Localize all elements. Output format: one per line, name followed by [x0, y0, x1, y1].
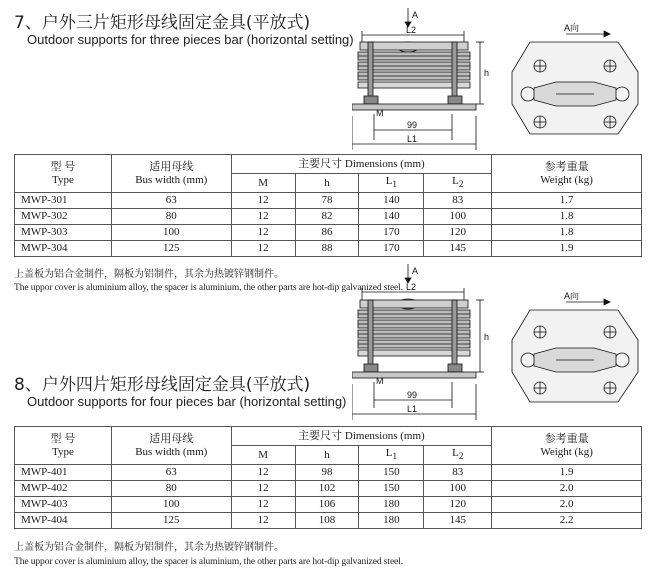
th-bus-width: 适用母线 Bus width (mm) — [111, 427, 231, 465]
s7-label-99: 99 — [407, 120, 418, 130]
section-8-front-drawing — [352, 262, 502, 422]
s8-label-m: M — [376, 376, 384, 386]
s7-label-h: h — [484, 68, 490, 78]
s7-label-l2: L2 — [406, 25, 417, 35]
th-l2: $L_2$ — [424, 446, 492, 465]
s8-label-99: 99 — [407, 390, 418, 400]
th-h: h — [295, 174, 359, 193]
s8-label-l1: L1 — [407, 404, 418, 414]
section-7-note-cn: 上盖板为铝合金制件，隔板为铝制件，其余为热镀锌钢制件。 — [14, 269, 284, 280]
th-weight: 参考重量 Weight (kg) — [492, 427, 642, 465]
s7-label-l1: L1 — [407, 134, 418, 144]
th-l1: $L_1$ — [359, 174, 424, 193]
section-8-note-cn: 上盖板为铝合金制件，隔板为铝制件，其余为热镀锌钢制件。 — [14, 542, 284, 553]
th-l2: $L_2$ — [424, 174, 492, 193]
table-row: MWP-403 100 12 106 180 120 2.0 — [15, 497, 642, 513]
s8-label-a: A — [412, 266, 419, 276]
s8-label-h: h — [484, 332, 490, 342]
s7-label-a-view: A向 — [564, 23, 580, 33]
th-h: h — [295, 446, 359, 465]
table-row: MWP-301 63 12 78 140 83 1.7 — [15, 193, 642, 209]
th-dimensions: 主要尺寸 Dimensions (mm) — [231, 155, 492, 174]
section-8-title-en: Outdoor supports for four pieces bar (horizontal setting) — [27, 394, 347, 409]
section-8-title-cn: 8、户外四片矩形母线固定金具(平放式) — [14, 375, 311, 395]
s7-label-m: M — [376, 108, 384, 118]
th-bus-width: 适用母线 Bus width (mm) — [111, 155, 231, 193]
section-7-note-en: The uppor cover is aluminium alloy, the spacer is aluminium, the other parts are hot-dip galvanized steel. — [14, 283, 403, 293]
s8-label-a-view: A向 — [564, 292, 580, 301]
table-row: MWP-303 100 12 86 170 120 1.8 — [15, 225, 642, 241]
th-type: 型 号 Type — [15, 155, 112, 193]
section-7-title-en: Outdoor supports for three pieces bar (horizontal setting) — [27, 32, 354, 47]
s8-label-l2: L2 — [406, 282, 417, 292]
section-7-title-cn: 7、户外三片矩形母线固定金具(平放式) — [14, 13, 311, 33]
table-row: MWP-304 125 12 88 170 145 1.9 — [15, 241, 642, 257]
section-7-a-view-drawing — [506, 22, 648, 154]
th-dimensions: 主要尺寸 Dimensions (mm) — [231, 427, 492, 446]
section-8-note-en: The uppor cover is aluminium alloy, the spacer is aluminium, the other parts are hot-dip galvanized steel. — [14, 557, 403, 567]
table-row: MWP-302 80 12 82 140 100 1.8 — [15, 209, 642, 225]
section-8-spec-table — [14, 426, 642, 529]
table-row: MWP-401 63 12 98 150 83 1.9 — [15, 465, 642, 481]
th-m: M — [231, 174, 295, 193]
table-row: MWP-402 80 12 102 150 100 2.0 — [15, 481, 642, 497]
th-l1: $L_1$ — [359, 446, 424, 465]
table-row: MWP-404 125 12 108 180 145 2.2 — [15, 513, 642, 529]
section-7-spec-table — [14, 154, 642, 257]
th-weight: 参考重量 Weight (kg) — [492, 155, 642, 193]
section-8-a-view-drawing — [506, 292, 648, 420]
section-7-front-drawing — [352, 4, 502, 154]
s7-label-a: A — [412, 10, 419, 20]
th-m: M — [231, 446, 295, 465]
th-type: 型 号 Type — [15, 427, 112, 465]
